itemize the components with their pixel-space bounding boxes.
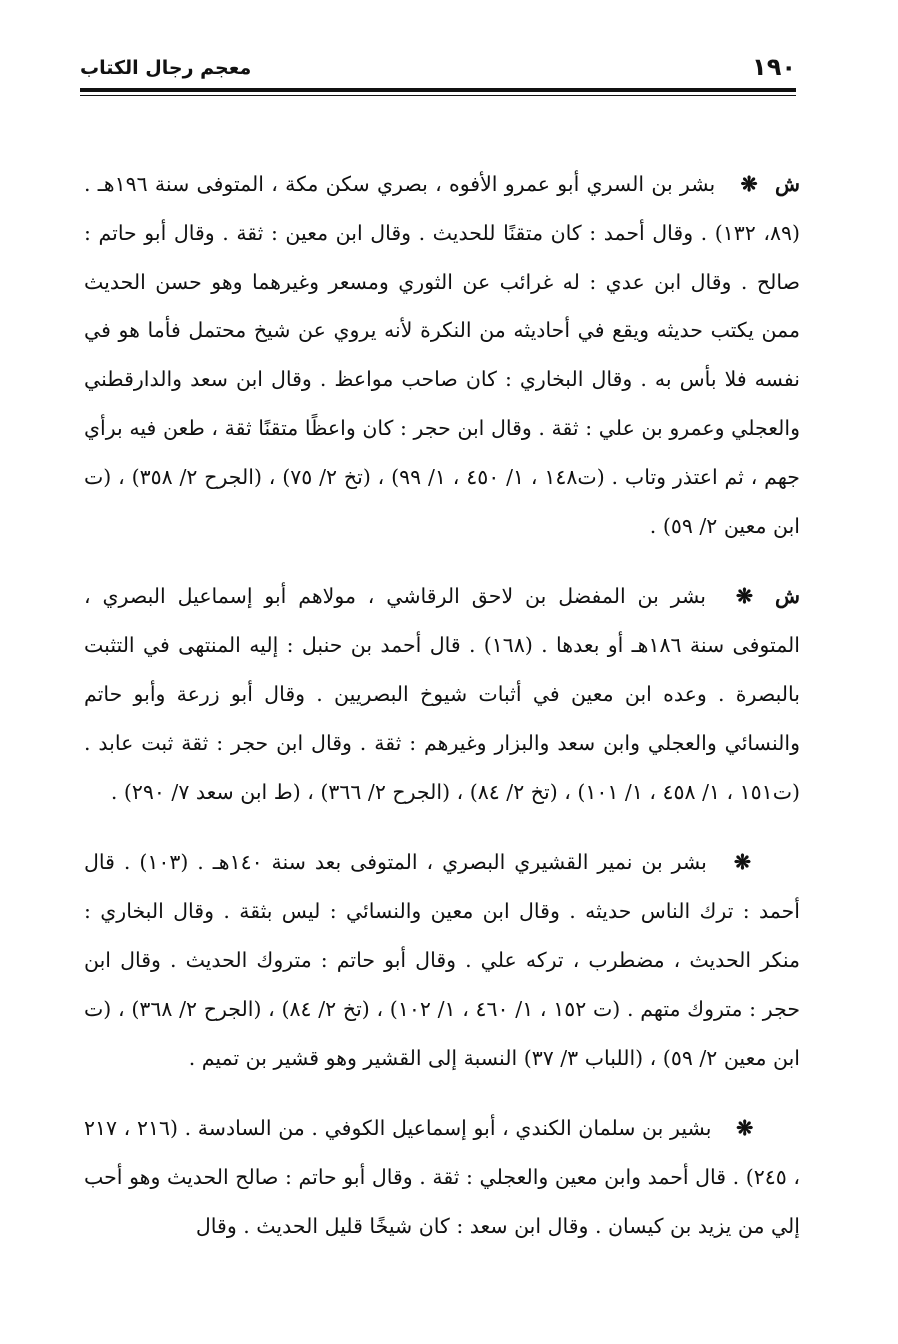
entry-bashir-ibn-salman: [84, 1104, 800, 1250]
running-title: معجم رجال الكتاب: [80, 57, 252, 79]
page-number: ١٩٠: [752, 53, 796, 81]
entry-bishr-ibn-al-mufaddal: [84, 572, 800, 816]
entry-text: بشر بن المفضل بن لاحق الرقاشي ، مولاهم أبو إسماعيل البصري ، المتوفى سنة ١٨٦هـ أو بعدها . (١٦٨) . قال أحمد بن حنبل : إليه المنتهى في التثبت بالبصرة . وعده ابن معين في أثبات شيوخ البصريين . وقال أبو زرعة وأبو حاتم والنسائي والعجلي وابن سعد والبزار وغيرهم : ثقة . وقال ابن حجر : ثقة ثبت عابد . (ت١٥١ ، ١/ ٤٥٨ ، ١/ ١٠١) ، (تخ ٢/ ٨٤) ، (الجرح ٢/ ٣٦٦) ، (ط ابن سعد ٧/ ٢٩٠) .: [84, 584, 800, 804]
page-header: [80, 52, 796, 86]
header-rule-thin: [80, 95, 796, 96]
star-icon: ❋: [733, 850, 752, 875]
entries-list: [84, 160, 800, 1273]
entry-text: بشر بن نمير القشيري البصري ، المتوفى بعد سنة ١٤٠هـ . (١٠٣) . قال أحمد : ترك الناس حديثه . وقال ابن معين والنسائي : ليس بثقة . وقال البخاري : منكر الحديث ، مضطرب ، تركه علي . وقال أبو حاتم : متروك الحديث . وقال ابن حجر : متروك متهم . (ت ١٥٢ ، ١/ ٤٦٠ ، ١/ ١٠٢) ، (تخ ٢/ ٨٤) ، (الجرح ٢/ ٣٦٨) ، (ت ابن معين ٢/ ٥٩) ، (اللباب ٣/ ٣٧) النسبة إلى القشير وهو قشير بن تميم .: [84, 850, 800, 1070]
header-rule-thick: [80, 88, 796, 92]
entry-marker: ش: [774, 172, 800, 196]
star-icon: ❋: [736, 1116, 754, 1141]
entry-bishr-ibn-al-sari: [84, 160, 800, 550]
star-icon: ❋: [740, 172, 758, 196]
entry-marker: ش: [774, 584, 800, 609]
star-icon: ❋: [735, 584, 754, 609]
entry-bishr-ibn-numayr: [84, 838, 800, 1082]
entry-text: بشير بن سلمان الكندي ، أبو إسماعيل الكوفي . من السادسة . (٢١٦ ، ٢١٧ ، ٢٤٥) . قال أحمد وابن معين والعجلي : ثقة . وقال أبو حاتم : صالح الحديث وهو أحب إلي من يزيد بن كيسان . وقال ابن سعد : كان شيخًا قليل الحديث . وقال: [84, 1116, 801, 1238]
entry-text: بشر بن السري أبو عمرو الأفوه ، بصري سكن مكة ، المتوفى سنة ١٩٦هـ . (٨٩، ١٣٢) . وقال أحمد : كان متقنًا للحديث . وقال ابن معين : ثقة . وقال أبو حاتم : صالح . وقال ابن عدي : له غرائب عن الثوري ومسعر وغيرهما وهو حسن الحديث ممن يكتب حديثه ويقع في أحاديثه من النكرة لأنه يروي عن شيخ محتمل فأما هو في نفسه فلا بأس به . وقال البخاري : كان صاحب مواعظ . وقال ابن سعد والدارقطني والعجلي وعمرو بن علي : ثقة . وقال ابن حجر : كان واعظًا متقنًا ثقة ، طعن فيه برأي جهم ، ثم اعتذر وتاب . (ت١٤٨ ، ١/ ٤٥٠ ، ١/ ٩٩) ، (تخ ٢/ ٧٥) ، (الجرح ٢/ ٣٥٨) ، (ت ابن معين ٢/ ٥٩) .: [84, 172, 800, 538]
